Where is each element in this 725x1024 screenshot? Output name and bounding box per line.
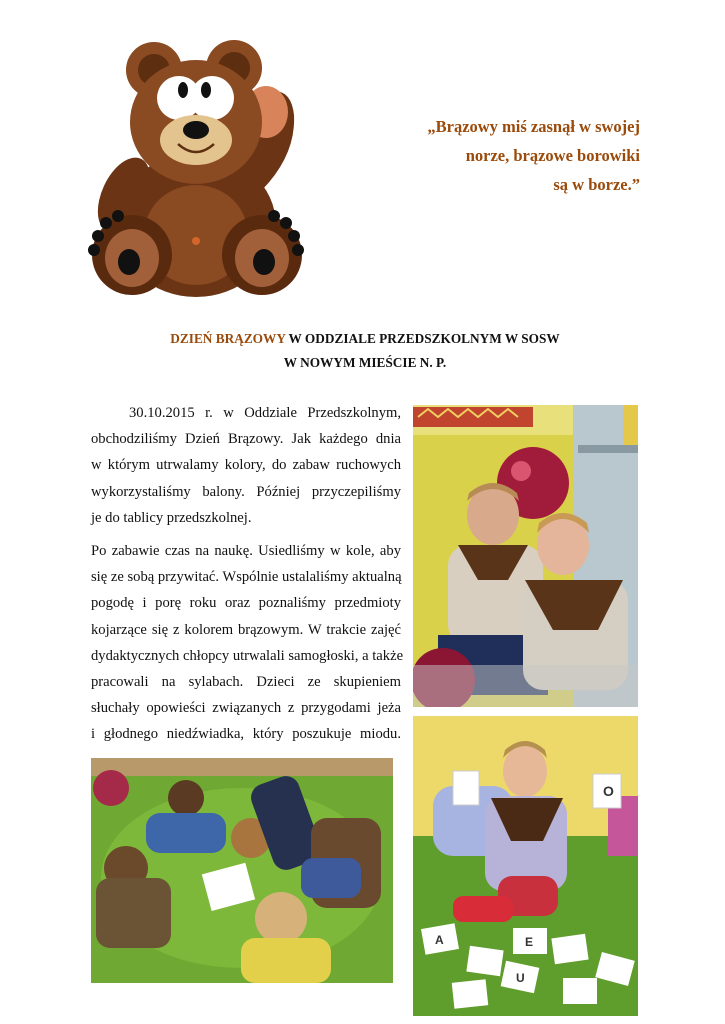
quote-line: są w borze.” [553,175,640,194]
title-highlight: DZIEŃ BRĄZOWY [170,331,286,346]
text-line: 30.10.2015 r. w Oddziale Przedszkolnym, [129,405,401,421]
photo-boy-with-letter-cards [413,716,638,1016]
poem-quote [390,112,640,199]
card-letter: O [603,783,614,799]
page-title [100,327,630,375]
text-line: obchodziliśmy Dzień Brązowy. Jak każdego dnia [91,431,401,448]
text-line: w którym utrwalamy kolory, do zabaw ruchowych [91,457,401,474]
text-line: i głodnego niedźwiadka, który poszukuje miodu. [91,726,401,743]
text-line: dydaktycznych chłopcy utrwalali samogłoski, a także [91,647,404,664]
text-line: je do tablicy przedszkolnej. [91,509,252,526]
brown-bear-illustration [84,40,308,298]
text-line: Po zabawie czas na naukę. Usiedliśmy w kole, aby [91,543,401,559]
card-letter: U [516,971,525,985]
title-rest: W ODDZIALE PRZEDSZKOLNYM W SOSW [285,331,560,346]
quote-line: „Brązowy miś zasnął w swojej [427,117,640,136]
text-line: pogodę i porę roku oraz poznaliśmy przedmioty [91,595,401,612]
paragraph-1 [91,400,401,531]
text-line: kojarzące się z kolorem brązowym. W trakcie zajęć [91,621,401,638]
text-line: się ze sobą przywitać. Wspólnie ustalaliśmy aktualną [91,569,402,586]
paragraph-2 [91,538,404,748]
text-line: wykorzystaliśmy balony. Później przyczepiliśmy [91,483,401,500]
photo-children-on-carpet [91,758,393,983]
photo-boys-with-balloon [413,405,638,707]
card-letter: A [435,933,444,947]
text-line: pracowali na sylabach. Dzieci ze skupieniem [91,673,401,690]
card-letter: E [525,935,534,949]
title-line-2: W NOWYM MIEŚCIE N. P. [283,355,447,370]
text-line: słuchały opowieści związanych z przygodami jeża [91,700,401,717]
quote-line: norze, brązowe borowiki [465,146,640,165]
